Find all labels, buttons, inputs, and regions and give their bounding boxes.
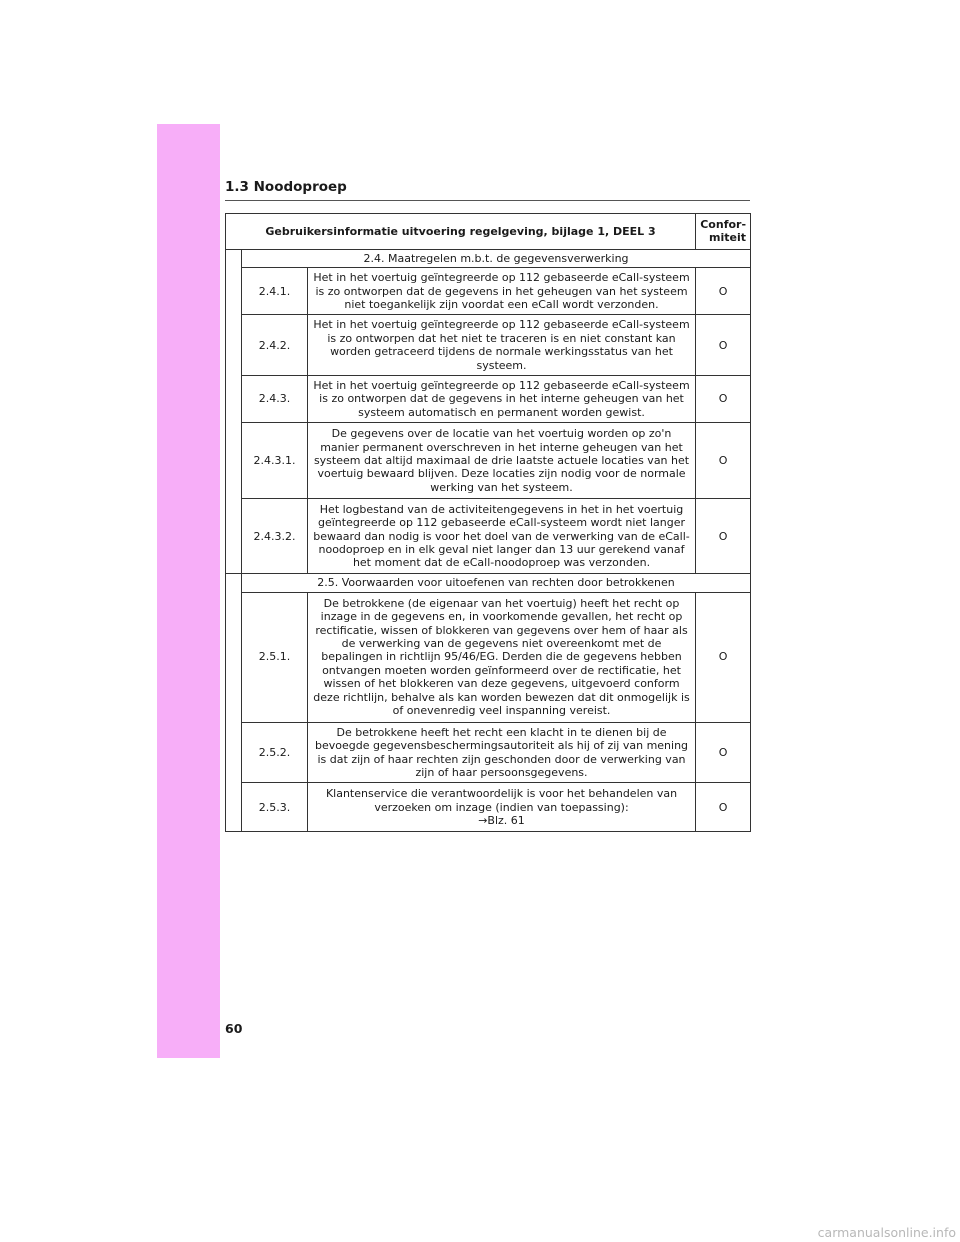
section-heading: 1.3 Noodoproep bbox=[225, 179, 347, 195]
heading-divider bbox=[225, 200, 750, 201]
row-number: 2.4.2. bbox=[242, 315, 308, 376]
row-number: 2.5.3. bbox=[242, 783, 308, 832]
row-text: Het logbestand van de activiteitengegevens in het in het voertuig geïntegreerde op 112 gebaseerde eCall-systeem wordt niet langer bewaard dan nodig is voor het doel van de verwerking van de eCall-noodoproep en in elk geval niet langer dan 13 uur gerekend vanaf het moment dat de eCall-noodoproep was verzonden. bbox=[308, 499, 696, 574]
row-number: 2.4.3.1. bbox=[242, 423, 308, 499]
chapter-side-tab bbox=[157, 124, 220, 1058]
table-header-row bbox=[226, 214, 751, 250]
row-conformity: O bbox=[696, 499, 751, 574]
row-conformity: O bbox=[696, 783, 751, 832]
row-text-body: Klantenservice die verantwoordelijk is voor het behandelen van verzoeken om inzage (indien van toepassing): bbox=[325, 787, 678, 814]
row-conformity: O bbox=[696, 268, 751, 315]
watermark: carmanualsonline.info bbox=[817, 1225, 956, 1240]
page-reference-link[interactable]: →Blz. 61 bbox=[478, 814, 525, 828]
row-text: Het in het voertuig geïntegreerde op 112 gebaseerde eCall-systeem is zo ontworpen dat de gegevens in het interne geheugen van het systeem automatisch en permanent worden gewist. bbox=[308, 376, 696, 423]
row-number: 2.5.1. bbox=[242, 592, 308, 722]
table-row bbox=[226, 722, 751, 783]
row-text bbox=[308, 783, 696, 832]
row-conformity: O bbox=[696, 722, 751, 783]
row-conformity: O bbox=[696, 423, 751, 499]
table-header-conformity: Confor- miteit bbox=[696, 214, 751, 250]
indent-cell bbox=[226, 574, 242, 832]
regulation-table bbox=[225, 213, 751, 832]
table-row bbox=[226, 315, 751, 376]
row-number: 2.4.3. bbox=[242, 376, 308, 423]
table-row bbox=[226, 268, 751, 315]
section-title: 2.5. Voorwaarden voor uitoefenen van rechten door betrokkenen bbox=[242, 574, 751, 592]
row-number: 2.4.3.2. bbox=[242, 499, 308, 574]
row-text: De gegevens over de locatie van het voertuig worden op zo'n manier permanent overschreven in het interne geheugen van het systeem dat altijd maximaal de drie laatste actuele locaties van het voertuig bewaard blijven. Deze locaties zijn nodig voor de normale werking van het systeem. bbox=[308, 423, 696, 499]
row-text: Het in het voertuig geïntegreerde op 112 gebaseerde eCall-systeem is zo ontworpen dat het niet te traceren is en niet constant kan worden getraceerd tijdens de normale werkingsstatus van het systeem. bbox=[308, 315, 696, 376]
table-row bbox=[226, 423, 751, 499]
table-row bbox=[226, 499, 751, 574]
section-title: 2.4. Maatregelen m.b.t. de gegevensverwerking bbox=[242, 249, 751, 267]
table-section-row bbox=[226, 249, 751, 267]
table-row bbox=[226, 783, 751, 832]
row-number: 2.4.1. bbox=[242, 268, 308, 315]
table-row bbox=[226, 376, 751, 423]
row-conformity: O bbox=[696, 592, 751, 722]
row-conformity: O bbox=[696, 376, 751, 423]
page-number: 60 bbox=[225, 1021, 243, 1036]
table-row bbox=[226, 592, 751, 722]
row-conformity: O bbox=[696, 315, 751, 376]
indent-cell bbox=[226, 249, 242, 573]
row-text: De betrokkene heeft het recht een klacht in te dienen bij de bevoegde gegevensbeschermingsautoriteit als hij of zij van mening is dat zijn of haar rechten zijn geschonden door de verwerking van zijn of haar persoonsgegevens. bbox=[308, 722, 696, 783]
row-number: 2.5.2. bbox=[242, 722, 308, 783]
row-text: Het in het voertuig geïntegreerde op 112 gebaseerde eCall-systeem is zo ontworpen dat de gegevens in het geheugen van het systeem niet toegankelijk zijn voordat een eCall wordt verzonden. bbox=[308, 268, 696, 315]
row-text: De betrokkene (de eigenaar van het voertuig) heeft het recht op inzage in de gegevens en, in voorkomende gevallen, het recht op rectificatie, wissen of blokkeren van gegevens over hem of haar als de verwerking van de gegevens niet overeenkomt met de bepalingen in richtlijn 95/46/EG. Derden die de gegevens hebben ontvangen moeten worden geïnformeerd over de rectificatie, het wissen of het blokkeren van deze gegevens, uitgevoerd conform deze richtlijn, behalve als kan worden bewezen dat dit onmogelijk is of onevenredig veel inspanning vereist. bbox=[308, 592, 696, 722]
table-section-row bbox=[226, 574, 751, 592]
table-header-title: Gebruikersinformatie uitvoering regelgeving, bijlage 1, DEEL 3 bbox=[226, 214, 696, 250]
